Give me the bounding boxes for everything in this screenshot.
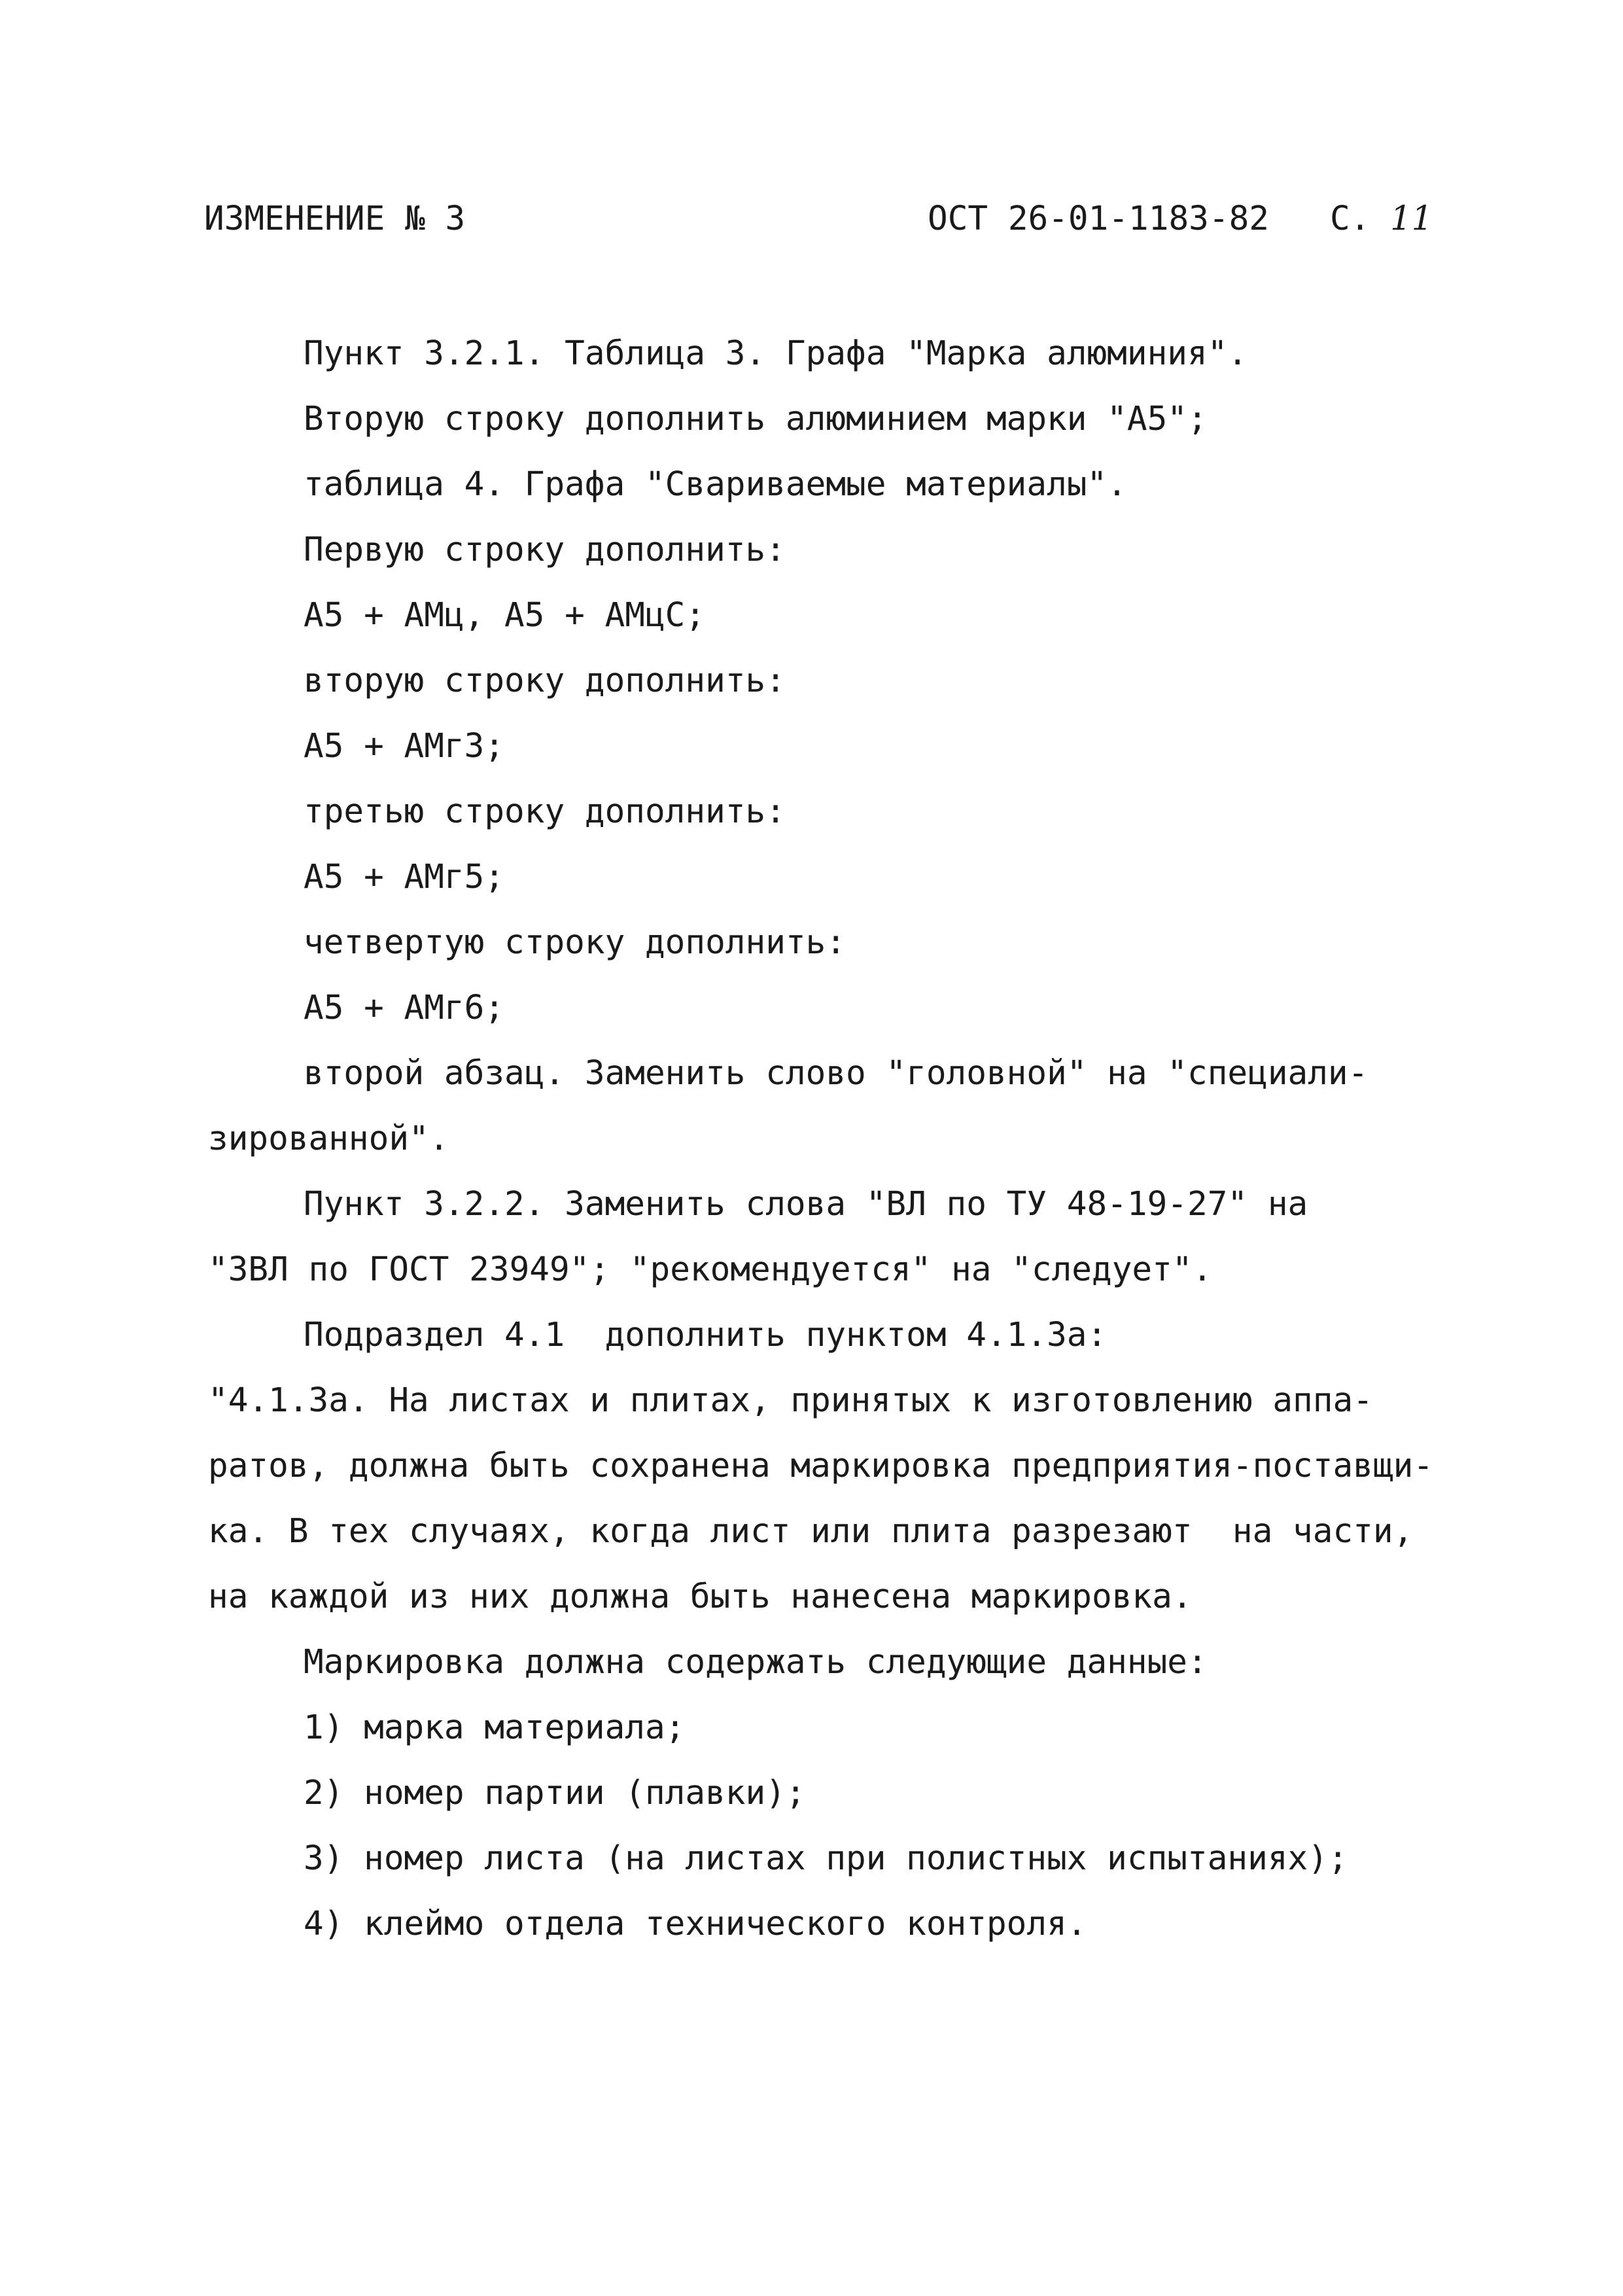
amendment-title: ИЗМЕНЕНИЕ № 3 <box>204 200 466 238</box>
text-line: зированной". <box>208 1120 449 1158</box>
text-line: ратов, должна быть сохранена маркировка предприятия-поставщи- <box>208 1447 1433 1485</box>
page-number <box>1330 200 1433 238</box>
standard-code: ОСТ 26-01-1183-82 <box>928 200 1269 238</box>
page-header <box>0 200 1623 252</box>
text-line: вторую строку дополнить: <box>304 662 786 700</box>
text-line: Пункт 3.2.1. Таблица 3. Графа "Марка алюминия". <box>304 334 1248 373</box>
list-item: 1) марка материала; <box>304 1708 686 1747</box>
text-line: второй абзац. Заменить слово "головной" на "специали- <box>304 1054 1369 1093</box>
text-line: А5 + АМц, А5 + АМцС; <box>304 596 706 635</box>
text-line: Подраздел 4.1 дополнить пунктом 4.1.3а: <box>304 1316 1108 1354</box>
page-number-value: 11 <box>1390 200 1433 238</box>
text-line: третью строку дополнить: <box>304 792 786 831</box>
text-line: на каждой из них должна быть нанесена маркировка. <box>208 1578 1193 1616</box>
list-item: 2) номер партии (плавки); <box>304 1774 806 1812</box>
text-line: "4.1.3а. На листах и плитах, принятых к изготовлению аппа- <box>208 1381 1373 1420</box>
text-line: Первую строку дополнить: <box>304 531 786 569</box>
list-item: 3) номер листа (на листах при полистных испытаниях); <box>304 1839 1348 1878</box>
list-item: 4) клеймо отдела технического контроля. <box>304 1905 1087 1943</box>
page-prefix: С. <box>1330 200 1370 238</box>
text-line: Пункт 3.2.2. Заменить слова "ВЛ по ТУ 48-19-27" на <box>304 1185 1308 1224</box>
text-line: А5 + АМг6; <box>304 989 505 1027</box>
text-line: Маркировка должна содержать следующие данные: <box>304 1643 1208 1682</box>
text-line: таблица 4. Графа "Свариваемые материалы". <box>304 465 1127 504</box>
text-line: четвертую строку дополнить: <box>304 923 846 962</box>
text-line: Вторую строку дополнить алюминием марки "А5"; <box>304 400 1208 438</box>
text-line: "ЗВЛ по ГОСТ 23949"; "рекомендуется" на "следует". <box>208 1250 1213 1289</box>
text-line: ка. В тех случаях, когда лист или плита разрезают на части, <box>208 1512 1414 1551</box>
text-line: А5 + АМг5; <box>304 858 505 896</box>
text-line: А5 + АМг3; <box>304 727 505 766</box>
